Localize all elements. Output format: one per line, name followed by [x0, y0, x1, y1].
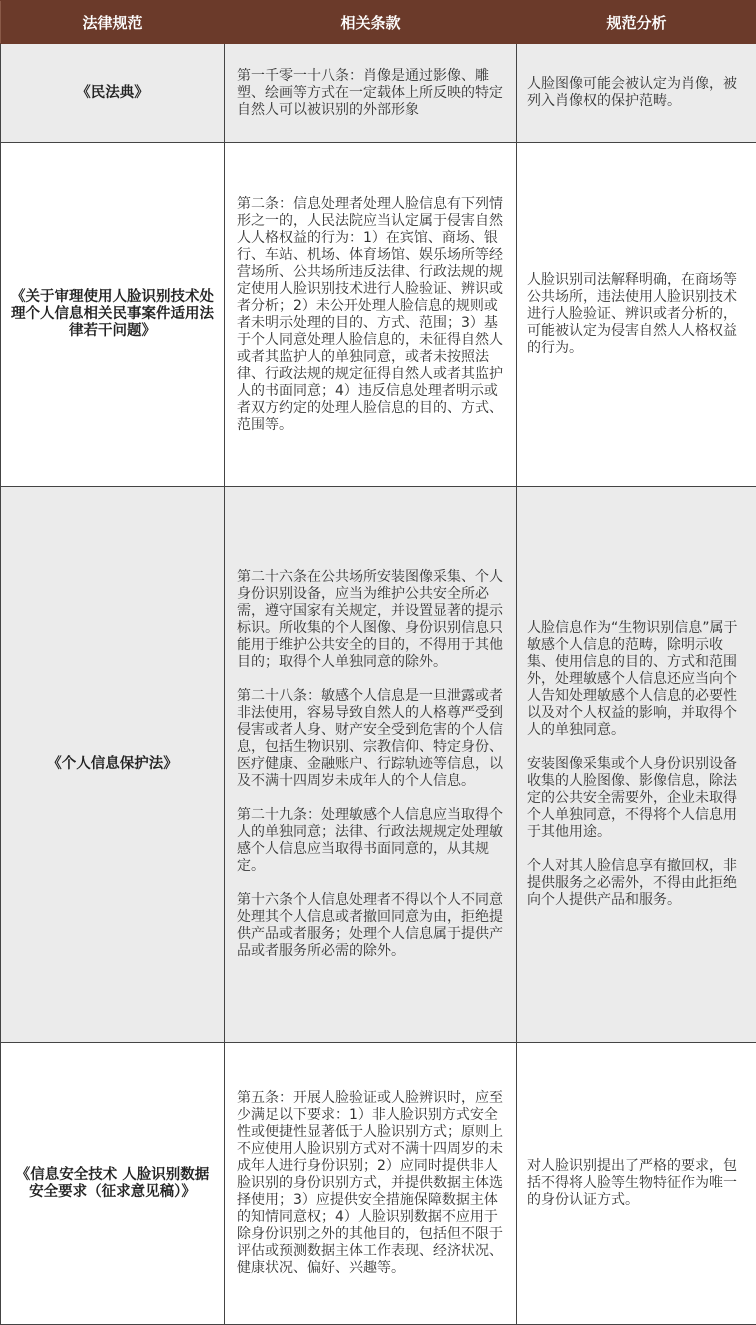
- header-clauses: 相关条款: [225, 1, 517, 44]
- table-header-row: [1, 1, 756, 44]
- analysis-text: 安装图像采集或个人身份识别设备收集的人脸图像、影像信息，除法定的公共安全需要外，企业未取得个人单独同意，不得将个人信息用于其他用途。: [527, 756, 750, 841]
- clause-text: 第十六条个人信息处理者不得以个人不同意处理其个人信息或者撤回同意为由，拒绝提供产品或者服务；处理个人信息属于提供产品或者服务所必需的除外。: [237, 892, 508, 960]
- clause-cell: [225, 1043, 517, 1325]
- header-analysis: 规范分析: [517, 1, 756, 44]
- analysis-text: 个人对其人脸信息享有撤回权，非提供服务之必需外，不得由此拒绝向个人提供产品和服务。: [527, 858, 750, 909]
- law-name: 《民法典》: [1, 44, 225, 143]
- table-row: [1, 487, 756, 1043]
- clause-text: 第二十六条在公共场所安装图像采集、个人身份识别设备，应当为维护公共安全所必需，遵守国家有关规定，并设置显著的提示标识。所收集的个人图像、身份识别信息只能用于维护公共安全的目的，不得用于其他目的；取得个人单独同意的除外。: [237, 569, 508, 671]
- clause-cell: [225, 143, 517, 487]
- analysis-text: 人脸图像可能会被认定为肖像，被列入肖像权的保护范畴。: [527, 76, 750, 110]
- clause-text: 第五条：开展人脸验证或人脸辨识时，应至少满足以下要求：1）非人脸识别方式安全性或便捷性显著低于人脸识别方式；原则上不应使用人脸识别方式对不满十四周岁的未成年人进行身份识别；2）应同时提供非人脸识别的身份识别方式，并提供数据主体选择使用；3）应提供安全措施保障数据主体的知情同意权；4）人脸识别数据不应用于除身份识别之外的其他目的，包括但不限于评估或预测数据主体工作表现、经济状况、健康状况、偏好、兴趣等。: [237, 1090, 508, 1277]
- table-row: [1, 44, 756, 143]
- clause-text: 第二条：信息处理者处理人脸信息有下列情形之一的，人民法院应当认定属于侵害自然人人格权益的行为：1）在宾馆、商场、银行、车站、机场、体育场馆、娱乐场所等经营场所、公共场所违反法律、行政法规的规定使用人脸识别技术进行人脸验证、辨识或者分析；2）未公开处理人脸信息的规则或者未明示处理的目的、方式、范围；3）基于个人同意处理人脸信息的，未征得自然人或者其监护人的单独同意，或者未按照法律、行政法规的规定征得自然人或者其监护人的书面同意；4）违反信息处理者明示或者双方约定的处理人脸信息的目的、方式、范围等。: [237, 196, 508, 434]
- law-name: 《关于审理使用人脸识别技术处理个人信息相关民事案件适用法律若干问题》: [1, 143, 225, 487]
- analysis-cell: [517, 487, 756, 1043]
- law-name: 《个人信息保护法》: [1, 487, 225, 1043]
- clause-text: 第二十九条：处理敏感个人信息应当取得个人的单独同意；法律、行政法规规定处理敏感个人信息应当取得书面同意的，从其规定。: [237, 807, 508, 875]
- analysis-cell: [517, 143, 756, 487]
- analysis-text: 人脸信息作为“生物识别信息”属于敏感个人信息的范畴，除明示收集、使用信息的目的、方式和范围外，处理敏感个人信息还应当向个人告知处理敏感个人信息的必要性以及对个人权益的影响，并取得个人的单独同意。: [527, 620, 750, 739]
- header-law: 法律规范: [1, 1, 225, 44]
- law-name: 《信息安全技术 人脸识别数据安全要求（征求意见稿）》: [1, 1043, 225, 1325]
- clause-text: 第二十八条：敏感个人信息是一旦泄露或者非法使用，容易导致自然人的人格尊严受到侵害或者人身、财产安全受到危害的个人信息，包括生物识别、宗教信仰、特定身份、医疗健康、金融账户、行踪轨迹等信息，以及不满十四周岁未成年人的个人信息。: [237, 688, 508, 790]
- clause-cell: [225, 487, 517, 1043]
- analysis-cell: [517, 1043, 756, 1325]
- clause-text: 第一千零一十八条：肖像是通过影像、雕塑、绘画等方式在一定载体上所反映的特定自然人可以被识别的外部形象: [237, 68, 508, 119]
- analysis-text: 人脸识别司法解释明确，在商场等公共场所，违法使用人脸识别技术进行人脸验证、辨识或者分析的，可能被认定为侵害自然人人格权益的行为。: [527, 272, 750, 357]
- table-row: [1, 143, 756, 487]
- analysis-cell: [517, 44, 756, 143]
- analysis-text: 对人脸识别提出了严格的要求，包括不得将人脸等生物特征作为唯一的身份认证方式。: [527, 1158, 750, 1209]
- table-row: [1, 1043, 756, 1325]
- clause-cell: [225, 44, 517, 143]
